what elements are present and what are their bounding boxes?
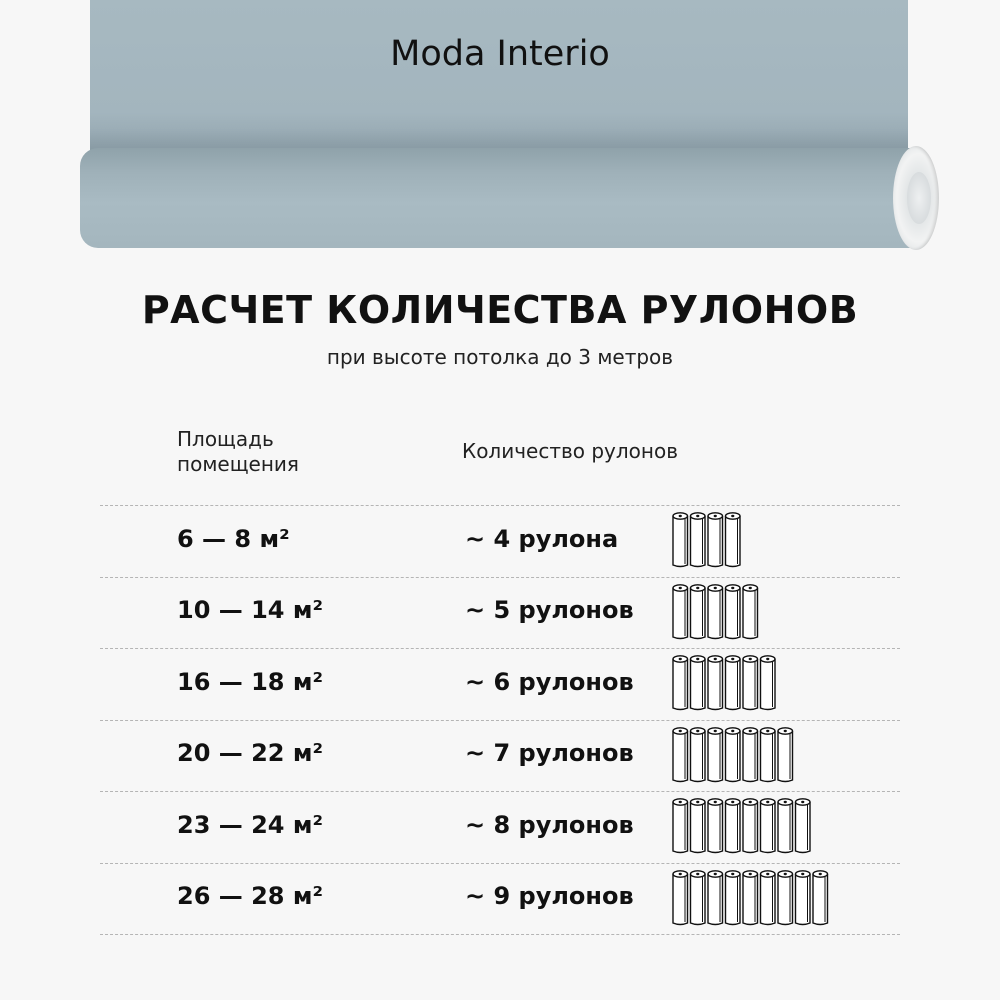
row-area: 23 — 24 м²: [177, 810, 323, 839]
wallpaper-roll-icon: [726, 728, 741, 782]
wallpaper-roll-core: [907, 172, 931, 224]
row-quantity: ~ 7 рулонов: [465, 739, 634, 768]
wallpaper-roll-icon: [726, 656, 741, 710]
wallpaper-roll-icon: [673, 728, 688, 782]
wallpaper-roll-icon: [778, 871, 793, 925]
wallpaper-roll-icon: [673, 585, 688, 639]
row-divider: [100, 791, 900, 792]
roll-icons-group: [671, 511, 745, 570]
wallpaper-roll-icon: [761, 799, 776, 853]
wallpaper-roll-icon: [673, 871, 688, 925]
column-header-area: [177, 427, 377, 477]
roll-icons-group: [671, 654, 780, 713]
wallpaper-roll-icon: [743, 656, 758, 710]
row-quantity: ~ 5 рулонов: [465, 596, 634, 625]
wallpaper-roll-icon: [708, 728, 723, 782]
row-area: 26 — 28 м²: [177, 882, 323, 911]
wallpaper-roll-body: [80, 148, 920, 248]
wallpaper-roll-icon: [761, 871, 776, 925]
page-subtitle: при высоте потолка до 3 метров: [326, 345, 674, 369]
wallpaper-roll-icon: [691, 799, 706, 853]
row-divider: [100, 863, 900, 864]
wallpaper-roll-icon: [778, 799, 793, 853]
wallpaper-roll-icon: [796, 871, 811, 925]
wallpaper-roll-icon: [726, 513, 741, 567]
roll-icons-group: [671, 797, 815, 856]
row-quantity: ~ 9 рулонов: [465, 882, 634, 911]
wallpaper-roll-icon: [673, 799, 688, 853]
row-area: 16 — 18 м²: [177, 667, 323, 696]
wallpaper-roll-icon: [726, 585, 741, 639]
wallpaper-roll-icon: [796, 799, 811, 853]
wallpaper-roll-icon: [743, 871, 758, 925]
column-header-area-line2: помещения: [177, 452, 299, 476]
wallpaper-roll-icon: [708, 656, 723, 710]
row-area: 20 — 22 м²: [177, 739, 323, 768]
wallpaper-roll-icon: [691, 728, 706, 782]
row-divider: [100, 505, 900, 506]
wallpaper-roll-icon: [761, 728, 776, 782]
row-quantity: ~ 4 рулона: [465, 524, 619, 553]
wallpaper-roll-icon: [708, 871, 723, 925]
row-quantity: ~ 6 рулонов: [465, 667, 634, 696]
row-quantity: ~ 8 рулонов: [465, 810, 634, 839]
wallpaper-roll-icon: [691, 585, 706, 639]
wallpaper-roll-icon: [726, 871, 741, 925]
wallpaper-roll-icon: [673, 656, 688, 710]
wallpaper-roll-icon: [743, 728, 758, 782]
page-title: РАСЧЕТ КОЛИЧЕСТВА РУЛОНОВ: [141, 288, 859, 332]
roll-icons-group: [671, 583, 763, 642]
column-header-quantity: Количество рулонов: [462, 439, 679, 463]
wallpaper-roll-icon: [743, 585, 758, 639]
wallpaper-roll-icon: [761, 656, 776, 710]
row-divider: [100, 720, 900, 721]
row-divider: [100, 648, 900, 649]
row-area: 6 — 8 м²: [177, 524, 290, 553]
wallpaper-roll-icon: [673, 513, 688, 567]
roll-icons-group: [671, 869, 833, 928]
row-divider: [100, 577, 900, 578]
wallpaper-roll-icon: [708, 799, 723, 853]
wallpaper-roll-icon: [743, 799, 758, 853]
wallpaper-roll-icon: [691, 871, 706, 925]
wallpaper-roll-icon: [813, 871, 828, 925]
column-header-area-line1: Площадь: [177, 427, 274, 451]
roll-icons-group: [671, 726, 798, 785]
row-area: 10 — 14 м²: [177, 596, 323, 625]
wallpaper-roll-icon: [708, 513, 723, 567]
wallpaper-roll-icon: [691, 513, 706, 567]
wallpaper-roll-icon: [691, 656, 706, 710]
wallpaper-roll-icon: [778, 728, 793, 782]
wallpaper-roll-icon: [726, 799, 741, 853]
brand-name: Moda Interio: [390, 34, 610, 74]
row-divider: [100, 934, 900, 935]
wallpaper-roll-icon: [708, 585, 723, 639]
